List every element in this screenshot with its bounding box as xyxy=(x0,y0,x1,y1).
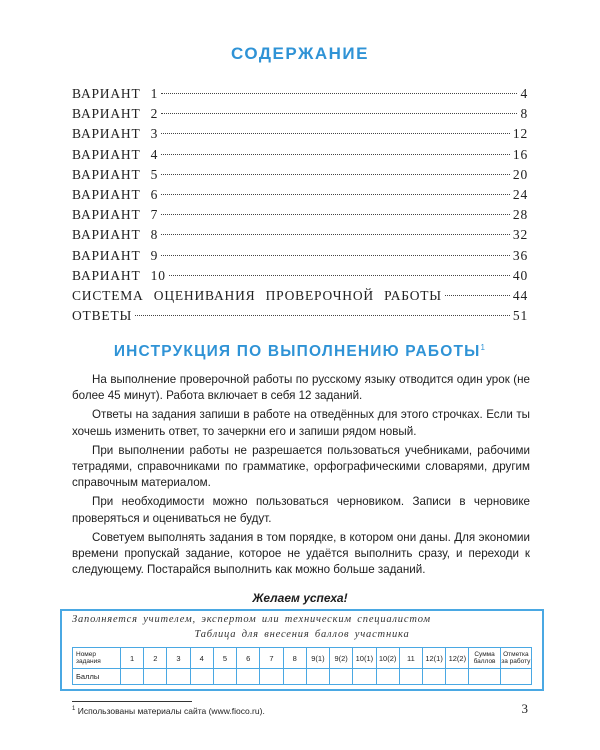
toc-entry-page: 16 xyxy=(512,146,528,162)
toc-entry-label: СИСТЕМА ОЦЕНИВАНИЯ ПРОВЕРОЧНОЙ РАБОТЫ xyxy=(72,287,442,303)
task-column-header: 6 xyxy=(237,648,260,669)
toc-leader-dots xyxy=(161,234,510,235)
task-column-header: 4 xyxy=(190,648,213,669)
toc-leader-dots xyxy=(161,255,510,256)
score-cell[interactable] xyxy=(500,669,531,685)
toc-leader-dots xyxy=(445,295,510,296)
task-column-header: 10(2) xyxy=(376,648,399,669)
task-column-header: 9(1) xyxy=(306,648,329,669)
footnote-mark: 1 xyxy=(72,706,76,713)
task-column-header: 11 xyxy=(399,648,422,669)
task-column-header: Сумма баллов xyxy=(469,648,500,669)
score-cell[interactable] xyxy=(399,669,422,685)
toc-entry-label: ВАРИАНТ 9 xyxy=(72,247,159,263)
toc-entry xyxy=(72,227,528,247)
footnote-divider xyxy=(72,701,192,702)
task-number-header: Номер задания xyxy=(73,648,121,669)
task-column-header: 12(2) xyxy=(446,648,469,669)
task-column-header: 8 xyxy=(283,648,306,669)
score-entry-box xyxy=(60,609,544,691)
score-cell[interactable] xyxy=(376,669,399,685)
footnote-ref: 1 xyxy=(480,343,487,352)
toc-entry xyxy=(72,308,528,328)
score-cell[interactable] xyxy=(422,669,445,685)
score-table-values-row xyxy=(73,669,532,685)
instructions-body xyxy=(72,372,530,581)
instruction-paragraph: При необходимости можно пользоваться черновиком. Записи в черновике проверяться и оцениваться не будут. xyxy=(72,495,530,525)
score-cell[interactable] xyxy=(167,669,190,685)
toc-entry-label: ВАРИАНТ 5 xyxy=(72,166,159,182)
toc-entry xyxy=(72,86,528,106)
toc-leader-dots xyxy=(169,275,510,276)
toc-entry-page: 44 xyxy=(512,287,528,303)
toc-entry-label: ВАРИАНТ 8 xyxy=(72,227,159,243)
footnote xyxy=(72,706,265,716)
toc-entry xyxy=(72,288,528,308)
instructions-title xyxy=(0,343,600,361)
score-cell[interactable] xyxy=(237,669,260,685)
score-cell[interactable] xyxy=(446,669,469,685)
score-table xyxy=(72,647,532,685)
toc-entry-page: 40 xyxy=(512,267,528,283)
toc-leader-dots xyxy=(161,214,510,215)
toc-title: СОДЕРЖАНИЕ xyxy=(231,44,369,63)
good-luck-line: Желаем успеха! xyxy=(252,591,348,605)
toc-entry-page: 32 xyxy=(512,227,528,243)
toc-leader-dots xyxy=(161,174,510,175)
toc-entry-page: 51 xyxy=(512,308,528,324)
toc-leader-dots xyxy=(135,315,510,316)
toc-entry-label: ВАРИАНТ 3 xyxy=(72,126,159,142)
task-column-header: 2 xyxy=(144,648,167,669)
task-column-header: 10(1) xyxy=(353,648,376,669)
instructions-title-text: ИНСТРУКЦИЯ ПО ВЫПОЛНЕНИЮ РАБОТЫ xyxy=(113,343,481,361)
instruction-paragraph: При выполнении работы не разрешается пользоваться учебниками, рабочими тетрадями, справочниками по грамматике, орфографическими словарями, другим справочным материалом. xyxy=(72,443,530,490)
toc-entry xyxy=(72,147,528,167)
filled-by-note: Заполняется учителем, экспертом или техническим специалистом xyxy=(72,614,431,625)
toc-leader-dots xyxy=(161,133,510,134)
toc-entry-label: ВАРИАНТ 4 xyxy=(72,146,159,162)
toc-entry-label: ВАРИАНТ 7 xyxy=(72,207,159,223)
toc-entry xyxy=(72,268,528,288)
score-table-caption: Таблица для внесения баллов участника xyxy=(194,629,410,640)
toc-entry-page: 4 xyxy=(520,86,528,101)
instruction-paragraph: На выполнение проверочной работы по русскому языку отводится один урок (не более 45 минут). Работа включает в себя 12 заданий. xyxy=(72,373,530,403)
toc-entry-page: 20 xyxy=(512,166,528,182)
score-cell[interactable] xyxy=(469,669,500,685)
task-column-header: 1 xyxy=(120,648,143,669)
task-column-header: 12(1) xyxy=(422,648,445,669)
toc-entry xyxy=(72,106,528,126)
toc-entry-label: ОТВЕТЫ xyxy=(72,308,133,324)
toc-entry xyxy=(72,248,528,268)
toc-entry-label: ВАРИАНТ 10 xyxy=(72,267,166,283)
toc-leader-dots xyxy=(161,194,510,195)
toc-entry xyxy=(72,187,528,207)
footnote-text: Использованы материалы сайта (www.fioco.ru). xyxy=(77,706,265,716)
toc-leader-dots xyxy=(161,154,510,155)
toc-entry-page: 36 xyxy=(512,247,528,263)
table-of-contents xyxy=(72,86,528,328)
score-cell[interactable] xyxy=(306,669,329,685)
score-cell[interactable] xyxy=(353,669,376,685)
score-cell[interactable] xyxy=(260,669,283,685)
score-cell[interactable] xyxy=(144,669,167,685)
score-cell[interactable] xyxy=(283,669,306,685)
task-column-header: 3 xyxy=(167,648,190,669)
toc-entry xyxy=(72,126,528,146)
toc-leader-dots xyxy=(161,93,517,94)
toc-entry-page: 24 xyxy=(512,186,528,202)
page-number: 3 xyxy=(521,701,528,716)
task-column-header: 5 xyxy=(213,648,236,669)
score-cell[interactable] xyxy=(213,669,236,685)
task-column-header: Отметка за работу xyxy=(500,648,531,669)
toc-entry-page: 8 xyxy=(520,106,528,122)
scores-row-header: Баллы xyxy=(73,669,121,685)
score-cell[interactable] xyxy=(330,669,353,685)
toc-entry-label: ВАРИАНТ 2 xyxy=(72,106,159,122)
score-table-header-row xyxy=(73,648,532,669)
task-column-header: 9(2) xyxy=(330,648,353,669)
toc-leader-dots xyxy=(161,113,517,114)
score-cell[interactable] xyxy=(190,669,213,685)
instruction-paragraph: Советуем выполнять задания в том порядке, в котором они даны. Для экономии времени пропускай задание, которое не удаётся выполнить сразу, и переходи к следующему. Постарайся выполнить как можно больше заданий. xyxy=(72,530,530,577)
score-cell[interactable] xyxy=(120,669,143,685)
toc-entry-label: ВАРИАНТ 1 xyxy=(72,86,159,101)
toc-entry xyxy=(72,207,528,227)
toc-entry-page: 28 xyxy=(512,207,528,223)
instruction-paragraph: Ответы на задания запиши в работе на отведённых для этого строчках. Если ты хочешь изменить ответ, то зачеркни его и запиши рядом новый. xyxy=(72,408,530,438)
toc-entry xyxy=(72,167,528,187)
toc-entry-page: 12 xyxy=(512,126,528,142)
toc-entry-label: ВАРИАНТ 6 xyxy=(72,186,159,202)
task-column-header: 7 xyxy=(260,648,283,669)
